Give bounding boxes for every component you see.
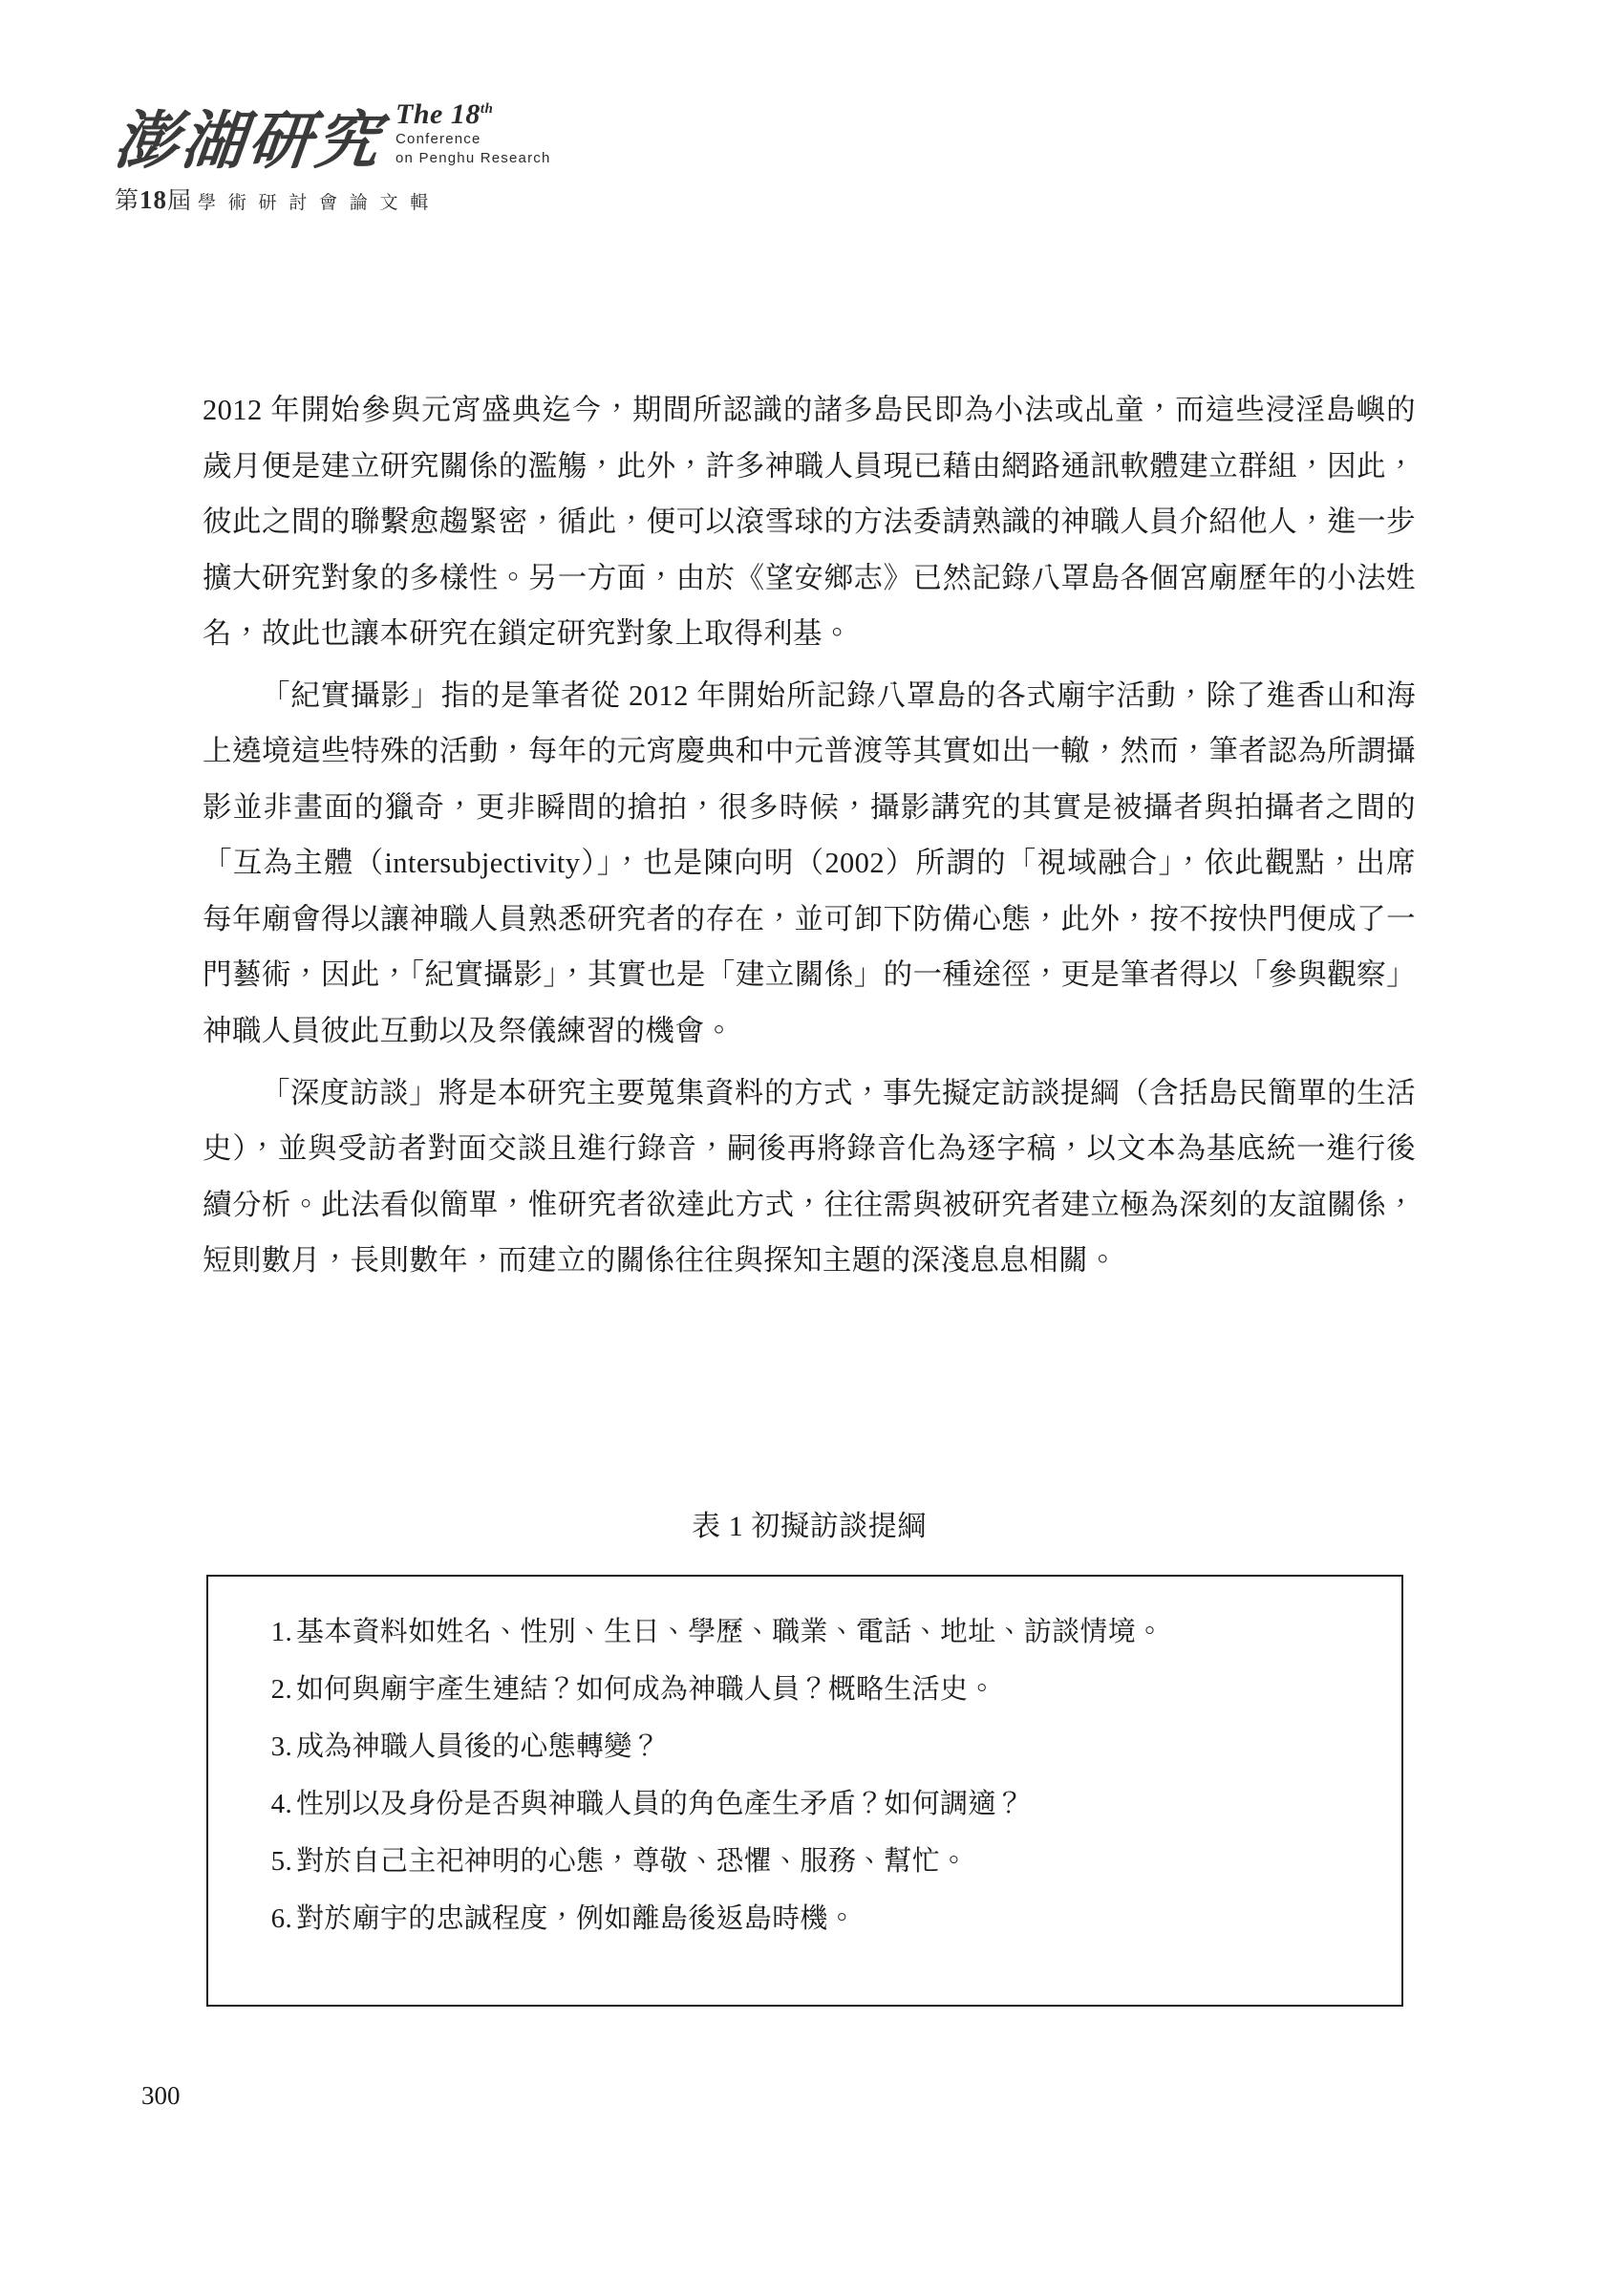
conference-subject: on Penghu Research — [395, 149, 551, 166]
page-number: 300 — [141, 2081, 181, 2110]
journal-title-english — [395, 99, 551, 168]
paragraph-3: 「深度訪談」將是本研究主要蒐集資料的方式，事先擬定訪談提綱（含括島民簡單的生活史），並與受訪者對面交談且進行錄音，嗣後再將錄音化為逐字稿，以文本為基底統一進行後續分析。此法看似簡單，惟研究者欲達此方式，往往需與被研究者建立極為深刻的友誼關係，短則數月，長則數年，而建立的關係往往與探知主題的深淺息息相關。 — [203, 1076, 1416, 1278]
conference-edition: The 18th — [395, 98, 494, 130]
list-item: 4. 性別以及身份是否與神職人員的角色產生矛盾？如何調適？ — [270, 1789, 1024, 1819]
journal-subtitle: 第18屆 學 術 研 討 會 論 文 輯 — [115, 185, 433, 214]
list-item: 3. 成為神職人員後的心態轉變？ — [270, 1731, 660, 1762]
paragraph-2: 「紀實攝影」指的是筆者從 2012 年開始所記錄八罩島的各式廟宇活動，除了進香山和海上遶境這些特殊的活動，每年的元宵慶典和中元普渡等其實如出一轍，然而，筆者認為所謂攝影並非畫面的獵奇，更非瞬間的搶拍，很多時候，攝影講究的其實是被攝者與拍攝者之間的「互為主體（intersubjectivity）」，也是陳向明（2002）所謂的「視域融合」，依此觀點，出席每年廟會得以讓神職人員熟悉研究者的存在，並可卸下防備心態，此外，按不按快門便成了一門藝術，因此，「紀實攝影」，其實也是「建立關係」的一種途徑，更是筆者得以「參與觀察」神職人員彼此互動以及祭儀練習的機會。 — [203, 678, 1416, 1048]
journal-title-chinese: 澎湖研究 — [111, 107, 386, 177]
paragraph-1: 2012 年開始參與元宵盛典迄今，期間所認識的諸多島民即為小法或乩童，而這些浸淫島嶼的歲月便是建立研究關係的濫觴，此外，許多神職人員現已藉由網路通訊軟體建立群組，因此，彼此之間的聯繫愈趨緊密，循此，便可以滾雪球的方法委請熟識的神職人員介紹他人，進一步擴大研究對象的多樣性。另一方面，由於《望安鄉志》已然記錄八罩島各個宮廟歷年的小法姓名，故此也讓本研究在鎖定研究對象上取得利基。 — [203, 394, 1416, 651]
list-item: 6. 對於廟宇的忠誠程度，例如離島後返島時機。 — [270, 1903, 857, 1934]
list-item: 5. 對於自己主祀神明的心態，尊敬、恐懼、服務、幫忙。 — [270, 1846, 969, 1877]
conference-word: Conference — [395, 130, 481, 147]
list-item: 1. 基本資料如姓名、性別、生日、學歷、職業、電話、地址、訪談情境。 — [270, 1617, 1165, 1647]
table-caption: 表 1 初擬訪談提綱 — [692, 1511, 927, 1542]
list-item: 2. 如何與廟宇產生連結？如何成為神職人員？概略生活史。 — [270, 1674, 996, 1705]
document-body — [203, 382, 1416, 1295]
journal-masthead — [111, 98, 650, 239]
interview-outline-box — [206, 1575, 1403, 2007]
